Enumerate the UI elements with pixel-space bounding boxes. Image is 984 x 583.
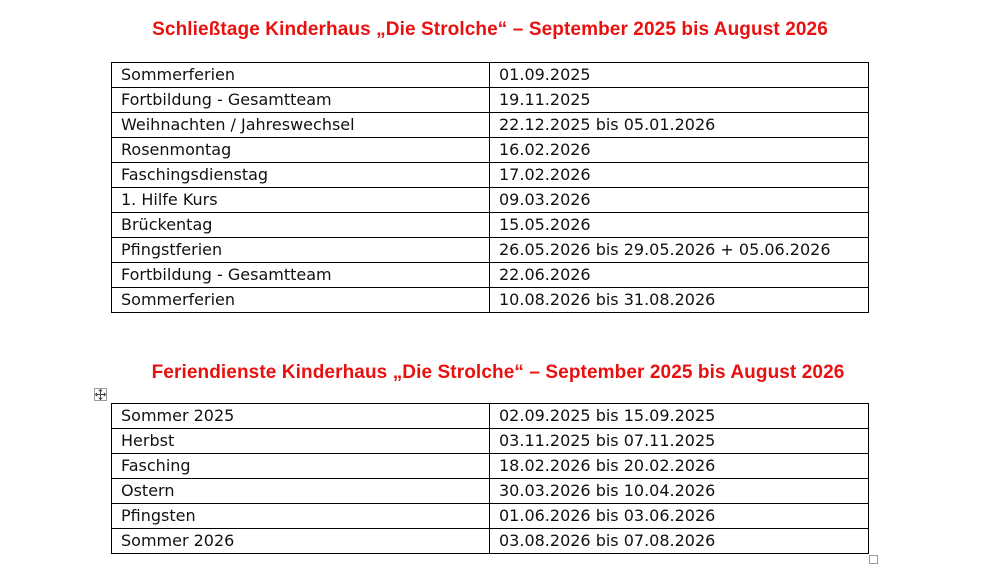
event-label: Fortbildung - Gesamtteam	[112, 263, 490, 288]
event-date: 22.12.2025 bis 05.01.2026	[490, 113, 869, 138]
event-date: 19.11.2025	[490, 88, 869, 113]
event-date: 15.05.2026	[490, 213, 869, 238]
event-label: Faschingsdienstag	[112, 163, 490, 188]
event-date: 10.08.2026 bis 31.08.2026	[490, 288, 869, 313]
event-label: Sommer 2025	[112, 404, 490, 429]
holiday-services-table-body	[112, 404, 869, 554]
event-date: 22.06.2026	[490, 263, 869, 288]
event-label: Pfingsten	[112, 504, 490, 529]
event-date: 01.09.2025	[490, 63, 869, 88]
event-label: Fortbildung - Gesamtteam	[112, 88, 490, 113]
event-label: Sommerferien	[112, 63, 490, 88]
holiday-service-row	[112, 529, 869, 554]
closing-day-row	[112, 88, 869, 113]
event-label: Ostern	[112, 479, 490, 504]
event-date: 01.06.2026 bis 03.06.2026	[490, 504, 869, 529]
event-label: Brückentag	[112, 213, 490, 238]
closing-days-title: Schließtage Kinderhaus „Die Strolche“ – September 2025 bis August 2026	[152, 19, 828, 40]
event-date: 03.08.2026 bis 07.08.2026	[490, 529, 869, 554]
event-date: 30.03.2026 bis 10.04.2026	[490, 479, 869, 504]
holiday-service-row	[112, 429, 869, 454]
holiday-services-table	[111, 403, 869, 554]
event-label: Sommerferien	[112, 288, 490, 313]
event-date: 02.09.2025 bis 15.09.2025	[490, 404, 869, 429]
closing-day-row	[112, 63, 869, 88]
event-date: 09.03.2026	[490, 188, 869, 213]
closing-day-row	[112, 138, 869, 163]
closing-days-table	[111, 62, 869, 313]
closing-day-row	[112, 163, 869, 188]
event-label: Pfingstferien	[112, 238, 490, 263]
closing-day-row	[112, 188, 869, 213]
closing-day-row	[112, 263, 869, 288]
closing-day-row	[112, 113, 869, 138]
event-label: Weihnachten / Jahreswechsel	[112, 113, 490, 138]
closing-days-table-body	[112, 63, 869, 313]
table-resize-icon[interactable]	[869, 555, 878, 564]
event-date: 18.02.2026 bis 20.02.2026	[490, 454, 869, 479]
event-label: Sommer 2026	[112, 529, 490, 554]
holiday-service-row	[112, 504, 869, 529]
event-label: Herbst	[112, 429, 490, 454]
event-date: 16.02.2026	[490, 138, 869, 163]
closing-day-row	[112, 288, 869, 313]
closing-day-row	[112, 238, 869, 263]
holiday-service-row	[112, 479, 869, 504]
event-label: Rosenmontag	[112, 138, 490, 163]
move-arrows-icon[interactable]	[94, 388, 107, 401]
event-date: 03.11.2025 bis 07.11.2025	[490, 429, 869, 454]
holiday-service-row	[112, 454, 869, 479]
holiday-service-row	[112, 404, 869, 429]
closing-day-row	[112, 213, 869, 238]
event-label: Fasching	[112, 454, 490, 479]
event-label: 1. Hilfe Kurs	[112, 188, 490, 213]
holiday-services-title: Feriendienste Kinderhaus „Die Strolche“ – September 2025 bis August 2026	[151, 362, 845, 383]
event-date: 26.05.2026 bis 29.05.2026 + 05.06.2026	[490, 238, 869, 263]
event-date: 17.02.2026	[490, 163, 869, 188]
